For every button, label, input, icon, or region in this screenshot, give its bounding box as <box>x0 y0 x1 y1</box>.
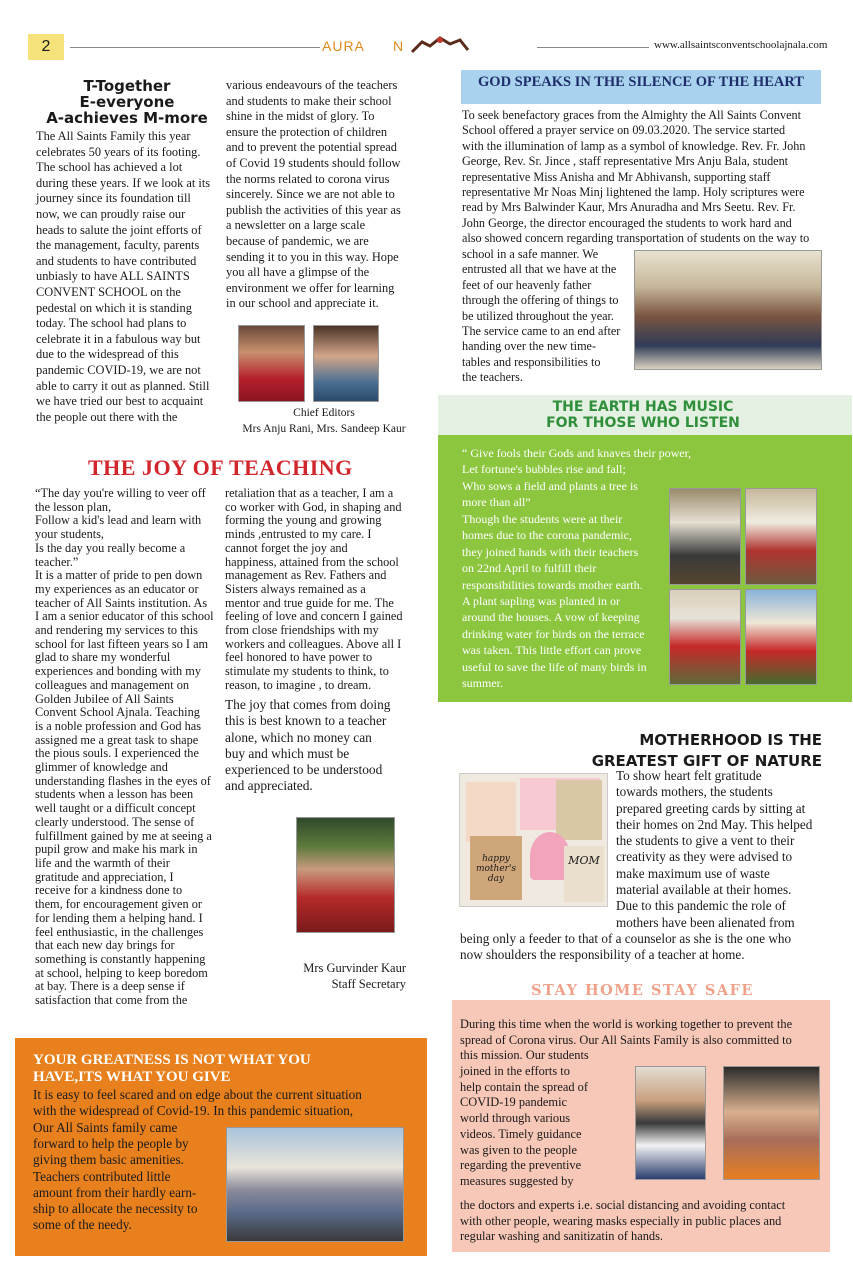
joy-closing <box>225 697 410 795</box>
text-line: life and the warmth of their <box>35 855 170 870</box>
stay-home-narrow <box>460 1064 620 1190</box>
text-line: entrusted all that we have at the <box>462 262 617 277</box>
text-line: the management, faculty, parents <box>36 238 200 253</box>
text-line: towards mothers, the students <box>616 784 773 800</box>
text-line: responsibilities towards mother earth. <box>462 577 643 592</box>
text-line: environment we offer for learning <box>226 280 395 295</box>
text-line: that each new day brings for <box>35 938 175 953</box>
header-rule-right <box>537 47 649 48</box>
text-line: Follow a kid's lead and learn with <box>35 513 202 528</box>
text-line: on 22nd April to fulfill their <box>462 561 597 576</box>
text-line: retaliation that as a teacher, I am a <box>225 486 394 500</box>
greatness-narrow <box>33 1120 223 1233</box>
text-line: and to prevent the potential spread <box>226 140 398 155</box>
text-line: celebrate it in a fabulous way but <box>36 331 201 346</box>
text-line: publish the activities of this year as <box>226 202 401 217</box>
text-line: assigned me a great task to shape <box>35 732 199 747</box>
text-line: gratitude and appreciation, I <box>35 869 174 884</box>
text-line: from close friendships with my <box>225 623 379 638</box>
earth-body <box>462 511 657 691</box>
text-line: representative Miss Anisha and Mr Abhivansh, supporting staff <box>462 169 771 184</box>
text-line: regular washing and sanitizatin of hands. <box>460 1229 664 1244</box>
text-line: also showed concern regarding transportation of students on the way to <box>462 231 810 246</box>
text-line: with other people, wearing masks especially in public places and <box>460 1213 782 1228</box>
team-column-1 <box>36 129 217 425</box>
text-line: the norms related to corona virus <box>226 171 390 186</box>
text-line: they joined hands with their teachers <box>462 544 639 559</box>
text-line: was taken. This little effort can prove <box>462 643 642 658</box>
text-line: them, for encouragement given or <box>35 897 202 912</box>
text-line: alone, which no money can <box>225 729 372 745</box>
text-line: various endeavours of the teachers <box>226 78 398 92</box>
editor-photo-2 <box>313 325 379 402</box>
text-line: through the offering of things to <box>462 293 619 308</box>
text-line: due to the widespread of this <box>36 347 179 362</box>
text-line: celebrates 50 years of its footing. <box>36 144 201 159</box>
author-photo <box>296 817 395 933</box>
text-line: something is constantly happening <box>35 951 206 966</box>
joy-column-2 <box>225 487 406 693</box>
text-line: school in a safe manner. We <box>462 247 599 261</box>
text-line: Golden Jubilee of All Saints <box>35 691 174 706</box>
earth-title <box>438 399 848 431</box>
greeting-cards-photo <box>459 773 608 907</box>
motherhood-narrow <box>616 768 826 931</box>
text-line: teacher of All Saints institution. As <box>35 595 208 610</box>
text-line: colleagues and management on <box>35 677 189 692</box>
text-line: more than all” <box>462 495 531 510</box>
text-line: satisfaction that come from the <box>35 993 188 1008</box>
text-line: forward to help the people by <box>33 1136 189 1152</box>
text-line: To show heart felt gratitude <box>616 768 762 783</box>
text-line: help contain the spread of <box>460 1079 588 1094</box>
text-line: summer. <box>462 676 503 691</box>
text-line: shine in the midst of glory. To <box>226 109 375 124</box>
text-line: of Covid 19 students should follow <box>226 155 401 170</box>
text-line: The joy that comes from doing <box>225 697 391 712</box>
text-line: world through various <box>460 1111 571 1126</box>
planting-photo-3 <box>669 589 741 685</box>
joy-of-teaching-title: THE JOY OF TEACHING <box>88 455 353 480</box>
text-line: spread of Corona virus. Our All Saints Family is also committed to <box>460 1032 792 1047</box>
text-line: journey since its foundation till <box>36 191 191 206</box>
text-line: and rendering my services to this <box>35 623 198 638</box>
earth-title-line: THE EARTH HAS MUSIC <box>552 399 734 415</box>
text-line: experiences and bonding with my <box>35 664 201 679</box>
text-line: To seek benefactory graces from the Almighty the All Saints Convent <box>462 108 801 122</box>
text-line: Convent School Ajnala. Teaching <box>35 705 200 720</box>
text-line: co worker with God, in shaping and <box>225 499 402 514</box>
text-line: management as Rev. Fathers and <box>225 568 387 583</box>
stay-home-intro <box>460 1017 825 1064</box>
text-line: cannot forget the joy and <box>225 540 348 555</box>
text-line: drinking water for birds on the terrace <box>462 626 645 641</box>
editor-photo-1 <box>238 325 305 402</box>
greatness-title <box>33 1052 413 1086</box>
text-line: I am a senior educator of this school <box>35 609 214 624</box>
planting-photo-2 <box>745 488 817 585</box>
text-line: creativity as they were advised to <box>616 849 793 865</box>
author-role: Staff Secretary <box>331 977 406 991</box>
masthead-title: AURA <box>322 38 365 54</box>
text-line: we have tried our best to acquaint <box>36 394 204 409</box>
text-line: able to carry it out as planned. Still <box>36 378 210 393</box>
text-line: mothers have been alienated from <box>616 914 795 930</box>
masthead-tail: N <box>393 38 405 54</box>
text-line: fulfillment gained by me at seeing a <box>35 828 212 843</box>
greatness-body <box>33 1087 423 1119</box>
text-line: some of the needy. <box>33 1217 132 1233</box>
text-line: Who sows a field and plants a tree is <box>462 478 638 493</box>
text-line: sending it to you in this way. Hope <box>226 249 399 264</box>
god-speaks-narrow <box>462 247 626 386</box>
text-line: minds ,entrusted to my care. I <box>225 527 372 542</box>
text-line: mentor and true guide for me. The <box>225 595 394 610</box>
text-line: at bay. There is a deep sense if <box>35 979 185 994</box>
text-line: glimmer of knowledge and <box>35 760 168 775</box>
motherhood-title-line: GREATEST GIFT OF NATURE <box>591 752 822 770</box>
text-line: prepared greeting cards by sitting at <box>616 800 806 816</box>
student-video-photo-1 <box>635 1066 706 1180</box>
text-line: pandemic COVID-19, we are not <box>36 362 201 377</box>
text-line: and students to make their school <box>226 93 392 108</box>
team-title-line: A-achieves M-more <box>46 109 208 127</box>
text-line: today. The school had plans to <box>36 316 187 331</box>
god-speaks-body <box>462 108 822 247</box>
text-line: and appreciated. <box>225 778 313 794</box>
text-line: measures suggested by <box>460 1173 574 1188</box>
team-title-line: T-Together <box>83 77 171 95</box>
text-line: stimulate my students to think, to <box>225 664 389 679</box>
stay-home-closing <box>460 1198 825 1245</box>
text-line: heads to salute the joint efforts of <box>36 222 202 237</box>
text-line: regarding the preventive <box>460 1158 582 1173</box>
text-line: It is a matter of pride to pen down <box>35 568 203 583</box>
text-line: Though the students were at their <box>462 512 623 526</box>
team-title-line: E-everyone <box>79 93 175 111</box>
text-line: pupil grow and make his mark in <box>35 842 198 857</box>
text-line: the students to give a vent to their <box>616 833 795 849</box>
text-line: workers and colleagues. Above all I <box>225 636 402 651</box>
text-line: videos. Timely guidance <box>460 1126 582 1141</box>
card-shape <box>556 780 602 840</box>
text-line: “The day you're willing to veer off <box>35 486 206 500</box>
text-line: pedestal on which it is standing <box>36 300 192 315</box>
text-line: now shoulders the responsibility of a teacher at home. <box>460 947 745 963</box>
text-line: you all have a glimpse of the <box>226 265 370 280</box>
text-line: feeling of love and concern I gained <box>225 609 403 624</box>
text-line: the people out there with the <box>36 409 178 424</box>
text-line: Due to this pandemic the role of <box>616 898 786 914</box>
donation-photo <box>226 1127 404 1242</box>
text-line: tables and responsibilities to <box>462 354 601 369</box>
text-line: make maximum use of waste <box>616 865 770 881</box>
motherhood-full <box>460 931 830 964</box>
greatness-title-line: YOUR GREATNESS IS NOT WHAT YOU <box>33 1052 311 1068</box>
text-line: the teachers. <box>462 370 523 385</box>
text-line: glad to share my wonderful <box>35 650 171 665</box>
text-line: with the widespread of Covid-19. In this pandemic situation, <box>33 1103 354 1119</box>
text-line: amount from their hardly earn- <box>33 1184 197 1200</box>
editors-caption-label: Chief Editors <box>293 407 355 419</box>
text-line: COVID-19 pandemic <box>460 1095 568 1110</box>
author-caption <box>240 960 406 992</box>
text-line: The school has achieved a lot <box>36 160 183 175</box>
text-line: School offered a prayer service on 09.03.2020. The service started <box>462 123 786 138</box>
text-line: reason, to imagine , to dream. <box>225 677 372 692</box>
text-line: material available at their homes. <box>616 882 792 898</box>
prayer-service-photo <box>634 250 822 370</box>
text-line: teacher.” <box>35 554 79 569</box>
text-line: is a noble profession and God has <box>35 718 201 733</box>
text-line: during these years. If we look at its <box>36 175 211 190</box>
text-line: now, we can proudly raise our <box>36 206 186 221</box>
text-line: A plant sapling was planted in or <box>462 594 620 609</box>
motherhood-title <box>560 730 822 772</box>
text-line: Sisters always remained as a <box>225 581 366 596</box>
text-line: experienced to be understood <box>225 762 383 778</box>
text-line: this is best known to a teacher <box>225 713 387 729</box>
text-line: John George, the director encouraged the students to work hard and <box>462 215 792 230</box>
text-line: “ Give fools their Gods and knaves their power, <box>462 446 692 460</box>
text-line: During this time when the world is working together to prevent the <box>460 1017 793 1031</box>
text-line: in our school and appreciate it. <box>226 296 379 311</box>
author-name: Mrs Gurvinder Kaur <box>303 961 406 975</box>
stay-home-title: STAY HOME STAY SAFE <box>531 982 754 999</box>
text-line: forming the young and growing <box>225 513 382 528</box>
masthead <box>322 38 472 62</box>
text-line: their homes on 2nd May. This helped <box>616 816 813 832</box>
text-line: the doctors and experts i.e. social distancing and avoiding contact <box>460 1198 786 1212</box>
text-line: representative Mr Noas Minj lightened the lamp. Holy scriptures were <box>462 185 805 200</box>
text-line: George, Rev. Sr. Jince , staff representative Mrs Anju Bala, student <box>462 154 789 169</box>
text-line: school for last fifteen years so I am <box>35 636 209 651</box>
text-line: happiness, attained from the school <box>225 554 399 569</box>
card-shape <box>466 782 516 842</box>
text-line: feel enthusiastic, in the challenges <box>35 924 204 939</box>
text-line: sincerely. Since we are not able to <box>226 187 395 202</box>
text-line: because of pandemic, we are <box>226 233 369 248</box>
text-line: useful to save the life of many birds in <box>462 659 647 674</box>
website-url: www.allsaintsconventschoolajnala.com <box>654 39 828 51</box>
text-line: was given to the people <box>460 1142 577 1157</box>
text-line: a newsletter on a large scale <box>226 218 366 233</box>
text-line: the lesson plan, <box>35 499 112 514</box>
text-line: Is the day you really become a <box>35 540 186 555</box>
text-line: receive for a kindness done to <box>35 883 183 898</box>
text-line: being only a feeder to that of a counselor as she is the one who <box>460 931 792 946</box>
planting-photo-1 <box>669 488 741 585</box>
text-line: The All Saints Family this year <box>36 129 191 143</box>
text-line: joined in the efforts to <box>460 1064 570 1078</box>
text-line: around the houses. A vow of keeping <box>462 610 640 625</box>
text-line: this mission. Our students <box>460 1048 589 1063</box>
text-line: buy and which must be <box>225 745 350 761</box>
text-line: unbiasly to have ALL SAINTS <box>36 269 190 284</box>
page-number: 2 <box>28 34 64 60</box>
text-line: students when a lesson has been <box>35 787 194 802</box>
text-line: be utilized throughout the year. <box>462 308 614 323</box>
card-happy-mothers-day: happy mother's day <box>470 836 522 900</box>
god-speaks-heading: GOD SPEAKS IN THE SILENCE OF THE HEART <box>461 70 821 104</box>
text-line: feet of our heavenly father <box>462 277 592 292</box>
text-line: clearly understood. The sense of <box>35 814 195 829</box>
text-line: read by Mrs Balwinder Kaur, Mrs Anuradha and Mrs Seetu. Rev. Fr. <box>462 200 796 215</box>
text-line: Our All Saints family came <box>33 1120 178 1135</box>
joy-column-1 <box>35 487 215 1008</box>
student-video-photo-2 <box>723 1066 820 1180</box>
text-line: ensure the protection of children <box>226 124 388 139</box>
text-line: It is easy to feel scared and on edge about the current situation <box>33 1087 362 1102</box>
text-line: ship to allocate the necessity to <box>33 1201 198 1217</box>
text-line: for lending them a helping hand. I <box>35 910 203 925</box>
text-line: Teachers contributed little <box>33 1168 171 1184</box>
horse-logo-icon <box>410 34 470 56</box>
text-line: homes due to the corona pandemic, <box>462 528 632 543</box>
header-rule-left <box>70 47 320 48</box>
text-line: at school, helping to keep boredom <box>35 965 208 980</box>
planting-photo-4 <box>745 589 817 685</box>
text-line: well taught or a difficult concept <box>35 801 196 816</box>
earth-title-line: FOR THOSE WHO LISTEN <box>546 415 740 431</box>
text-line: The service came to an end after <box>462 324 621 339</box>
text-line: Let fortune's bubbles rise and fall; <box>462 462 626 477</box>
text-line: CONVENT SCHOOL on the <box>36 284 181 299</box>
editors-caption-names: Mrs Anju Rani, Mrs. Sandeep Kaur <box>242 423 406 435</box>
earth-poem <box>462 445 702 511</box>
text-line: with the illumination of lamp as a symbol of knowledge. Rev. Fr. John <box>462 138 806 153</box>
card-mom: MOM <box>564 846 604 902</box>
text-line: your students, <box>35 527 104 542</box>
editors-caption <box>226 405 422 437</box>
team-column-2 <box>226 78 407 312</box>
text-line: and students to have contributed <box>36 253 197 268</box>
greatness-title-line: HAVE,ITS WHAT YOU GIVE <box>33 1069 231 1085</box>
text-line: feel honored to have power to <box>225 650 373 665</box>
text-line: my experiences as an educator or <box>35 581 199 596</box>
text-line: understanding flashes in the eyes of <box>35 773 211 788</box>
text-line: the pious souls. I experienced the <box>35 746 199 761</box>
text-line: giving them basic amenities. <box>33 1152 184 1168</box>
motherhood-title-line: MOTHERHOOD IS THE <box>639 731 822 749</box>
team-title <box>36 78 218 126</box>
text-line: handing over the new time- <box>462 339 597 354</box>
